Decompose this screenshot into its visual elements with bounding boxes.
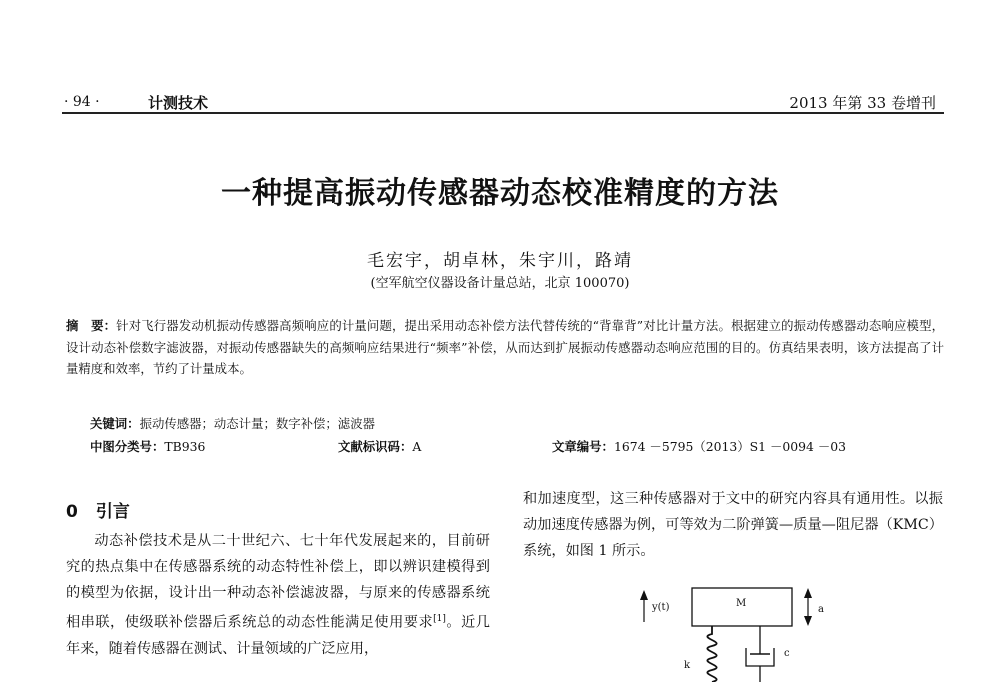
article-affiliation: (空军航空仪器设备计量总站，北京 100070) <box>370 276 630 291</box>
abstract <box>66 315 944 380</box>
abstract-label: 摘 要： <box>66 318 117 333</box>
body-left-column <box>66 528 490 662</box>
c-label: c <box>784 648 790 659</box>
a-arrow-head-down <box>804 616 812 626</box>
doc-code-value: A <box>412 439 422 454</box>
clc-code <box>90 437 205 455</box>
article-no-label: 文章编号： <box>552 439 614 454</box>
a-label: a <box>818 604 824 615</box>
section-title: 引言 <box>95 502 130 522</box>
paragraph-text-2: 。近几年来，随着传感器在测试、计量领域的广泛应用， <box>66 614 490 657</box>
keywords-label: 关键词： <box>90 416 140 431</box>
article-authors: 毛宏宇，胡卓林，朱宇川，路靖 <box>367 251 633 271</box>
article-number <box>552 437 846 455</box>
journal-issue: 2013 年第 33 卷增刊 <box>789 94 936 112</box>
paragraph <box>66 528 490 662</box>
body-right-column <box>523 486 943 564</box>
document-code <box>338 437 421 455</box>
journal-name: 计测技术 <box>148 94 209 112</box>
a-arrow-head-up <box>804 588 812 598</box>
paragraph-text-1: 动态补偿技术是从二十世纪六、七十年代发展起来的，目前研究的热点集中在传感器系统的动态特性补偿上，即以辨识建模得到的模型为依据，设计出一种动态补偿滤波器，与原来的传感器系统相串联，使级联补偿器后系统总的动态性能满足使用要求 <box>66 533 490 631</box>
header-rule <box>62 112 944 114</box>
spring <box>707 626 716 682</box>
y-label: y(t) <box>652 602 670 613</box>
k-label: k <box>684 660 691 671</box>
page-number: · 94 · <box>64 94 100 110</box>
section-heading <box>66 497 130 522</box>
paragraph: 和加速度型，这三种传感器对于文中的研究内容具有通用性。以振动加速度传感器为例，可等效为二阶弹簧—质量—阻尼器（KMC）系统，如图 1 所示。 <box>523 491 943 559</box>
reference-citation[interactable]: [1] <box>433 614 446 624</box>
clc-value: TB936 <box>164 439 206 454</box>
mass-label: M <box>736 598 747 609</box>
doc-code-label: 文献标识码： <box>338 439 413 454</box>
keywords <box>90 414 375 432</box>
abstract-text: 针对飞行器发动机振动传感器高频响应的计量问题，提出采用动态补偿方法代替传统的“背靠背”对比计量方法。根据建立的振动传感器动态响应模型，设计动态补偿数字滤波器，对振动传感器缺失的高频响应结果进行“频率”补偿，从而达到扩展振动传感器动态响应范围的目的。仿真结果表明，该方法提高了计量精度和效率，节约了计量成本。 <box>66 318 944 376</box>
article-no-value: 1674 －5795（2013）S1 －0094 －03 <box>613 439 846 454</box>
keywords-text: 振动传感器；动态计量；数字补偿；滤波器 <box>139 416 375 431</box>
article-title: 一种提高振动传感器动态校准精度的方法 <box>221 176 779 211</box>
section-number: 0 <box>66 502 78 522</box>
classification-row <box>90 437 950 457</box>
kmc-system-figure <box>600 570 860 682</box>
y-arrow-head <box>640 590 648 600</box>
clc-label: 中图分类号： <box>90 439 165 454</box>
